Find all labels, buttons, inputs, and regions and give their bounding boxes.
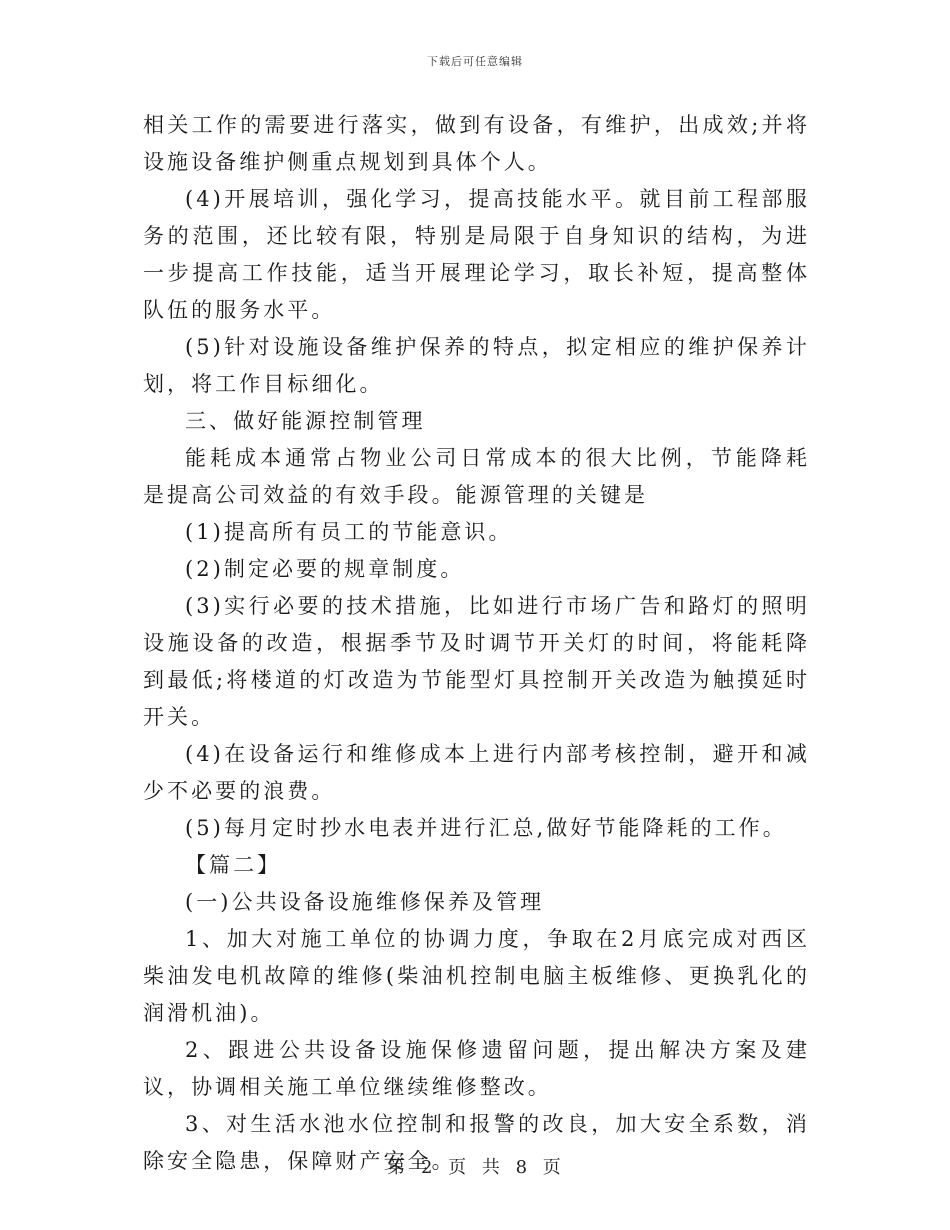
paragraph-item-5-maintenance-plan: (5)针对设施设备维护保养的特点，拟定相应的维护保养计划，将工作目标细化。 xyxy=(143,335,810,396)
paragraph-energy-item-5: (5)每月定时抄水电表并进行汇总,做好节能降耗的工作。 xyxy=(185,816,787,840)
paragraph-continuation: 相关工作的需要进行落实，做到有设备，有维护，出成效;并将设施设备维护侧重点规划到具体个人。 xyxy=(143,113,810,174)
paragraph-public-item-2: 2、跟进公共设备设施保修遗留问题，提出解决方案及建议，协调相关施工单位继续维修整改。 xyxy=(143,1038,810,1099)
paragraph-energy-item-3: (3)实行必要的技术措施，比如进行市场广告和路灯的照明设施设备的改造，根据季节及时调节开关灯的时间，将能耗降到最低;将楼道的灯改造为节能型灯具控制开关改造为触摸延时开关。 xyxy=(143,594,810,729)
page-header-note: 下载后可任意编辑 xyxy=(427,55,523,68)
paragraph-energy-item-4: (4)在设备运行和维修成本上进行内部考核控制，避开和减少不必要的浪费。 xyxy=(143,742,810,803)
subsection-heading-public-equipment: (一)公共设备设施维修保养及管理 xyxy=(185,890,545,914)
section-heading-part-two: 【篇二】 xyxy=(185,853,282,877)
paragraph-energy-item-2: (2)制定必要的规章制度。 xyxy=(185,557,465,581)
paragraph-energy-intro: 能耗成本通常占物业公司日常成本的很大比例，节能降耗是提高公司效益的有效手段。能源管理的关键是 xyxy=(143,446,810,507)
paragraph-public-item-1: 1、加大对施工单位的协调力度，争取在2月底完成对西区柴油发电机故障的维修(柴油机控制电脑主板维修、更换乳化的润滑机油)。 xyxy=(143,927,810,1025)
paragraph-public-item-3: 3、对生活水池水位控制和报警的改良，加大安全系数，消除安全隐患，保障财产安全。 xyxy=(143,1112,810,1173)
document-body xyxy=(143,107,810,1180)
paragraph-item-4-training: (4)开展培训，强化学习，提高技能水平。就目前工程部服务的范围，还比较有限，特别是局限于自身知识的结构，为进一步提高工作技能，适当开展理论学习，取长补短，提高整体队伍的服务水平。 xyxy=(143,187,810,322)
section-heading-energy-control: 三、做好能源控制管理 xyxy=(185,409,426,433)
paragraph-energy-item-1: (1)提高所有员工的节能意识。 xyxy=(185,520,513,544)
page-number: 第 2 页 共 8 页 xyxy=(387,1157,563,1178)
